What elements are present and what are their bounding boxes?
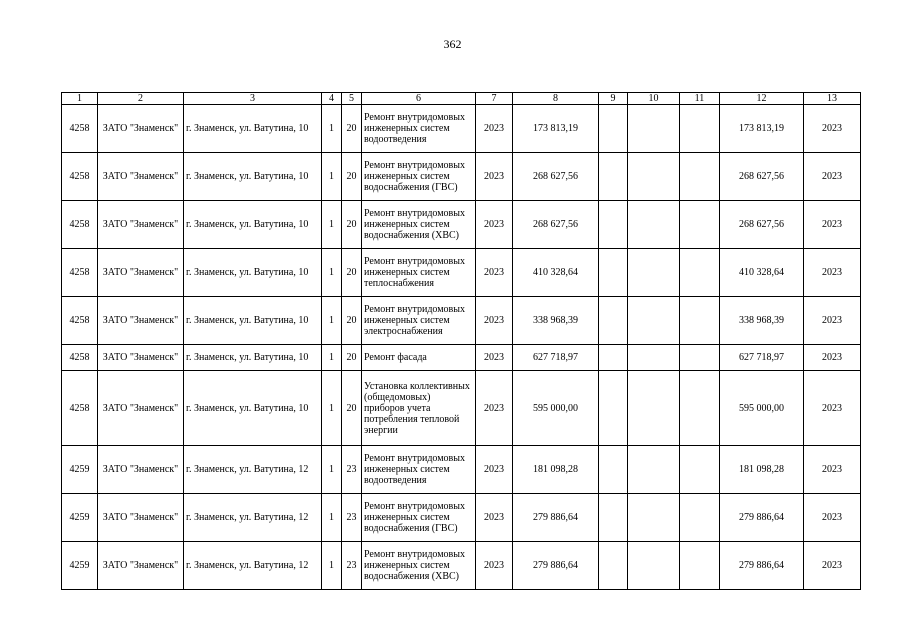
end-year-cell: 2023 [804,153,861,201]
address-cell: г. Знаменск, ул. Ватутина, 10 [184,371,322,446]
work-type-cell: Ремонт внутридомовых инженерных систем водоснабжения (ХВС) [362,542,476,590]
col9-cell [599,249,628,297]
end-year-cell: 2023 [804,201,861,249]
col9-cell [599,371,628,446]
cost-cell: 279 886,64 [513,542,599,590]
column-number-row [62,93,861,105]
table-row [62,297,861,345]
col4-cell: 1 [322,371,342,446]
column-number-2: 2 [98,93,184,105]
table-row [62,201,861,249]
col4-cell: 1 [322,105,342,153]
row-id-cell: 4258 [62,105,98,153]
year-cell: 2023 [476,153,513,201]
total-cost-cell: 173 813,19 [720,105,804,153]
total-cost-cell: 268 627,56 [720,201,804,249]
col4-cell: 1 [322,542,342,590]
col11-cell [680,105,720,153]
cost-cell: 279 886,64 [513,494,599,542]
col5-cell: 20 [342,201,362,249]
page-number: 362 [443,37,462,51]
address-cell: г. Знаменск, ул. Ватутина, 10 [184,249,322,297]
end-year-cell: 2023 [804,297,861,345]
end-year-cell: 2023 [804,494,861,542]
municipality-cell: ЗАТО "Знаменск" [98,494,184,542]
column-number-3: 3 [184,93,322,105]
col5-cell: 20 [342,297,362,345]
municipality-cell: ЗАТО "Знаменск" [98,371,184,446]
end-year-cell: 2023 [804,345,861,371]
total-cost-cell: 279 886,64 [720,494,804,542]
column-number-13: 13 [804,93,861,105]
col11-cell [680,201,720,249]
work-type-cell: Ремонт внутридомовых инженерных систем электроснабжения [362,297,476,345]
table-row [62,105,861,153]
row-id-cell: 4259 [62,542,98,590]
row-id-cell: 4258 [62,297,98,345]
row-id-cell: 4258 [62,371,98,446]
col10-cell [628,249,680,297]
total-cost-cell: 268 627,56 [720,153,804,201]
column-number-5: 5 [342,93,362,105]
col11-cell [680,297,720,345]
row-id-cell: 4259 [62,494,98,542]
work-type-cell: Ремонт внутридомовых инженерных систем теплоснабжения [362,249,476,297]
year-cell: 2023 [476,105,513,153]
municipality-cell: ЗАТО "Знаменск" [98,153,184,201]
end-year-cell: 2023 [804,542,861,590]
year-cell: 2023 [476,542,513,590]
col11-cell [680,153,720,201]
col5-cell: 20 [342,153,362,201]
work-type-cell: Ремонт внутридомовых инженерных систем водоснабжения (ХВС) [362,201,476,249]
year-cell: 2023 [476,446,513,494]
year-cell: 2023 [476,345,513,371]
col5-cell: 20 [342,371,362,446]
col4-cell: 1 [322,201,342,249]
col11-cell [680,249,720,297]
col10-cell [628,371,680,446]
municipality-cell: ЗАТО "Знаменск" [98,542,184,590]
address-cell: г. Знаменск, ул. Ватутина, 12 [184,494,322,542]
work-type-cell: Ремонт внутридомовых инженерных систем водоотведения [362,446,476,494]
col4-cell: 1 [322,446,342,494]
row-id-cell: 4259 [62,446,98,494]
col10-cell [628,105,680,153]
col10-cell [628,542,680,590]
col4-cell: 1 [322,345,342,371]
address-cell: г. Знаменск, ул. Ватутина, 12 [184,446,322,494]
col5-cell: 23 [342,494,362,542]
row-id-cell: 4258 [62,153,98,201]
year-cell: 2023 [476,249,513,297]
col5-cell: 20 [342,345,362,371]
col9-cell [599,345,628,371]
column-number-10: 10 [628,93,680,105]
table-row [62,249,861,297]
municipality-cell: ЗАТО "Знаменск" [98,297,184,345]
total-cost-cell: 627 718,97 [720,345,804,371]
municipality-cell: ЗАТО "Знаменск" [98,201,184,249]
municipality-cell: ЗАТО "Знаменск" [98,249,184,297]
col11-cell [680,345,720,371]
end-year-cell: 2023 [804,105,861,153]
col9-cell [599,446,628,494]
year-cell: 2023 [476,494,513,542]
col10-cell [628,446,680,494]
address-cell: г. Знаменск, ул. Ватутина, 10 [184,153,322,201]
year-cell: 2023 [476,201,513,249]
cost-cell: 268 627,56 [513,153,599,201]
work-type-cell: Ремонт внутридомовых инженерных систем водоснабжения (ГВС) [362,494,476,542]
col11-cell [680,446,720,494]
work-type-cell: Ремонт внутридомовых инженерных систем водоотведения [362,105,476,153]
col4-cell: 1 [322,297,342,345]
data-table [61,92,861,590]
column-number-8: 8 [513,93,599,105]
column-number-12: 12 [720,93,804,105]
col9-cell [599,153,628,201]
col4-cell: 1 [322,153,342,201]
table-row [62,371,861,446]
row-id-cell: 4258 [62,249,98,297]
cost-cell: 410 328,64 [513,249,599,297]
end-year-cell: 2023 [804,249,861,297]
table-row [62,446,861,494]
total-cost-cell: 279 886,64 [720,542,804,590]
municipality-cell: ЗАТО "Знаменск" [98,446,184,494]
table-row [62,153,861,201]
year-cell: 2023 [476,371,513,446]
col10-cell [628,201,680,249]
work-type-cell: Ремонт фасада [362,345,476,371]
cost-cell: 595 000,00 [513,371,599,446]
cost-cell: 173 813,19 [513,105,599,153]
work-type-cell: Установка коллективных (общедомовых) приборов учета потребления тепловой энергии [362,371,476,446]
col11-cell [680,542,720,590]
address-cell: г. Знаменск, ул. Ватутина, 12 [184,542,322,590]
year-cell: 2023 [476,297,513,345]
total-cost-cell: 595 000,00 [720,371,804,446]
column-number-11: 11 [680,93,720,105]
cost-cell: 627 718,97 [513,345,599,371]
work-type-cell: Ремонт внутридомовых инженерных систем водоснабжения (ГВС) [362,153,476,201]
column-number-1: 1 [62,93,98,105]
address-cell: г. Знаменск, ул. Ватутина, 10 [184,201,322,249]
address-cell: г. Знаменск, ул. Ватутина, 10 [184,297,322,345]
total-cost-cell: 338 968,39 [720,297,804,345]
column-number-7: 7 [476,93,513,105]
col5-cell: 23 [342,542,362,590]
col5-cell: 23 [342,446,362,494]
address-cell: г. Знаменск, ул. Ватутина, 10 [184,105,322,153]
total-cost-cell: 181 098,28 [720,446,804,494]
address-cell: г. Знаменск, ул. Ватутина, 10 [184,345,322,371]
col4-cell: 1 [322,494,342,542]
column-number-6: 6 [362,93,476,105]
table-row [62,345,861,371]
table-row [62,542,861,590]
total-cost-cell: 410 328,64 [720,249,804,297]
end-year-cell: 2023 [804,446,861,494]
col4-cell: 1 [322,249,342,297]
col9-cell [599,297,628,345]
col9-cell [599,494,628,542]
col10-cell [628,153,680,201]
col9-cell [599,542,628,590]
col10-cell [628,345,680,371]
col11-cell [680,494,720,542]
municipality-cell: ЗАТО "Знаменск" [98,105,184,153]
col5-cell: 20 [342,105,362,153]
col9-cell [599,201,628,249]
col5-cell: 20 [342,249,362,297]
cost-cell: 268 627,56 [513,201,599,249]
row-id-cell: 4258 [62,201,98,249]
col10-cell [628,494,680,542]
column-number-9: 9 [599,93,628,105]
cost-cell: 338 968,39 [513,297,599,345]
row-id-cell: 4258 [62,345,98,371]
cost-cell: 181 098,28 [513,446,599,494]
table-row [62,494,861,542]
col10-cell [628,297,680,345]
col9-cell [599,105,628,153]
column-number-4: 4 [322,93,342,105]
municipality-cell: ЗАТО "Знаменск" [98,345,184,371]
col11-cell [680,371,720,446]
end-year-cell: 2023 [804,371,861,446]
